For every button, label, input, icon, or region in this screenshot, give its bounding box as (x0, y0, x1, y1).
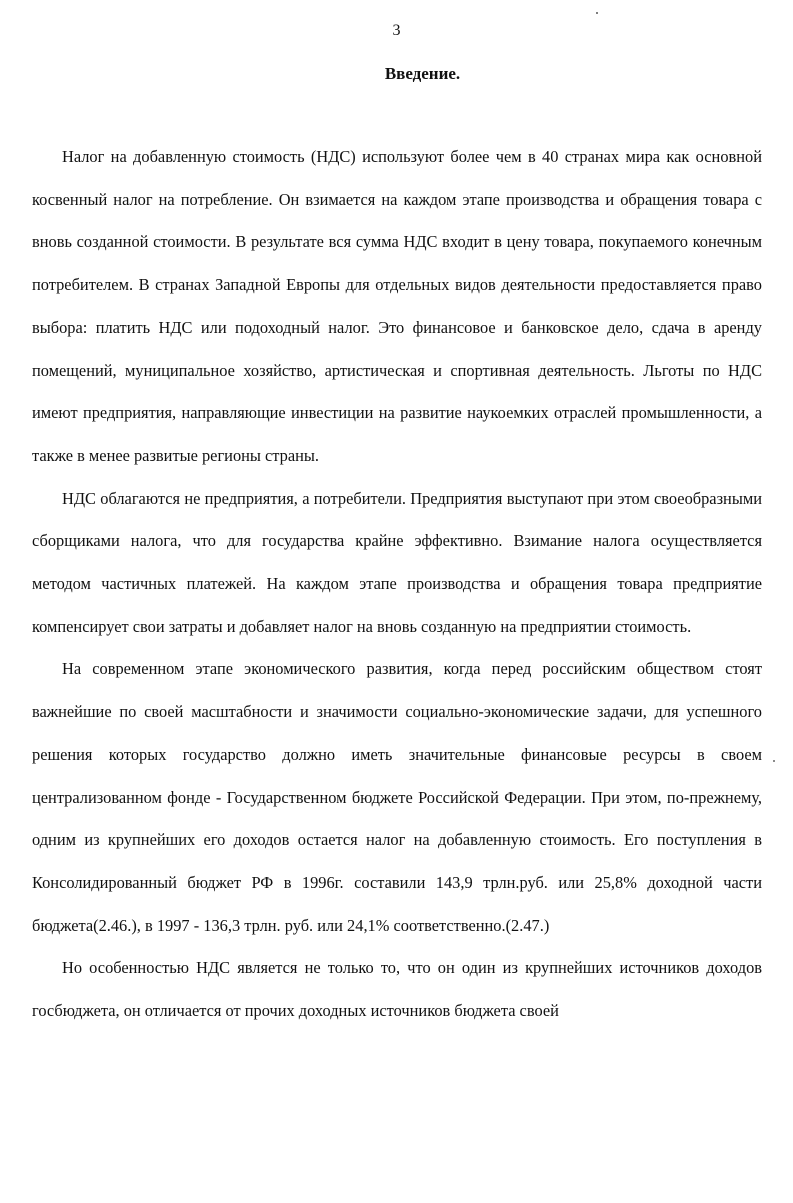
paragraph-2: НДС облагаются не предприятия, а потребители. Предприятия выступают при этом своеобразными сборщиками налога, что для государства крайне эффективно. Взимание налога осуществляется методом частичных платежей. На каждом этапе производства и обращения товара предприятие компенсирует свои затраты и добавляет налог на вновь созданную на предприятии стоимость. (32, 488, 762, 636)
paragraph-3: На современном этапе экономического развития, когда перед российским обществом стоят важнейшие по своей масштабности и значимости социально-экономические задачи, для успешного решения которых государство должно иметь значительные финансовые ресурсы в своем централизованном фонде - Государственном бюджете Российской Федерации. При этом, по-прежнему, одним из крупнейших его доходов остается налог на добавленную стоимость. Его поступления в Консолидированный бюджет РФ в 1996г. составили 143,9 трлн.руб. или 25,8% доходной части бюджета(2.46.), в 1997 - 136,3 трлн. руб. или 24,1% соответственно.(2.47.) (32, 659, 762, 935)
paragraph-4: Но особенностью НДС является не только то, что он один из крупнейших источников доходов госбюджета, он отличается от прочих доходных источников бюджета своей (32, 958, 762, 1021)
scan-speck (596, 12, 598, 14)
page-number: 3 (392, 22, 401, 39)
scan-speck (773, 760, 775, 762)
paragraph-1: Налог на добавленную стоимость (НДС) используют более чем в 40 странах мира как основной косвенный налог на потребление. Он взимается на каждом этапе производства и обращения товара с вновь созданной стоимости. В результате вся сумма НДС входит в цену товара, покупаемого конечным потребителем. В странах Западной Европы для отдельных видов деятельности предоставляется право выбора: платить НДС или подоходный налог. Это финансовое и банковское дело, сдача в аренду помещений, муниципальное хозяйство, артистическая и спортивная деятельность. Льготы по НДС имеют предприятия, направляющие инвестиции на развитие наукоемких отраслей промышленности, а также в менее развитые регионы страны. (32, 147, 762, 465)
body-text (32, 136, 762, 1033)
section-title: Введение. (384, 64, 461, 83)
